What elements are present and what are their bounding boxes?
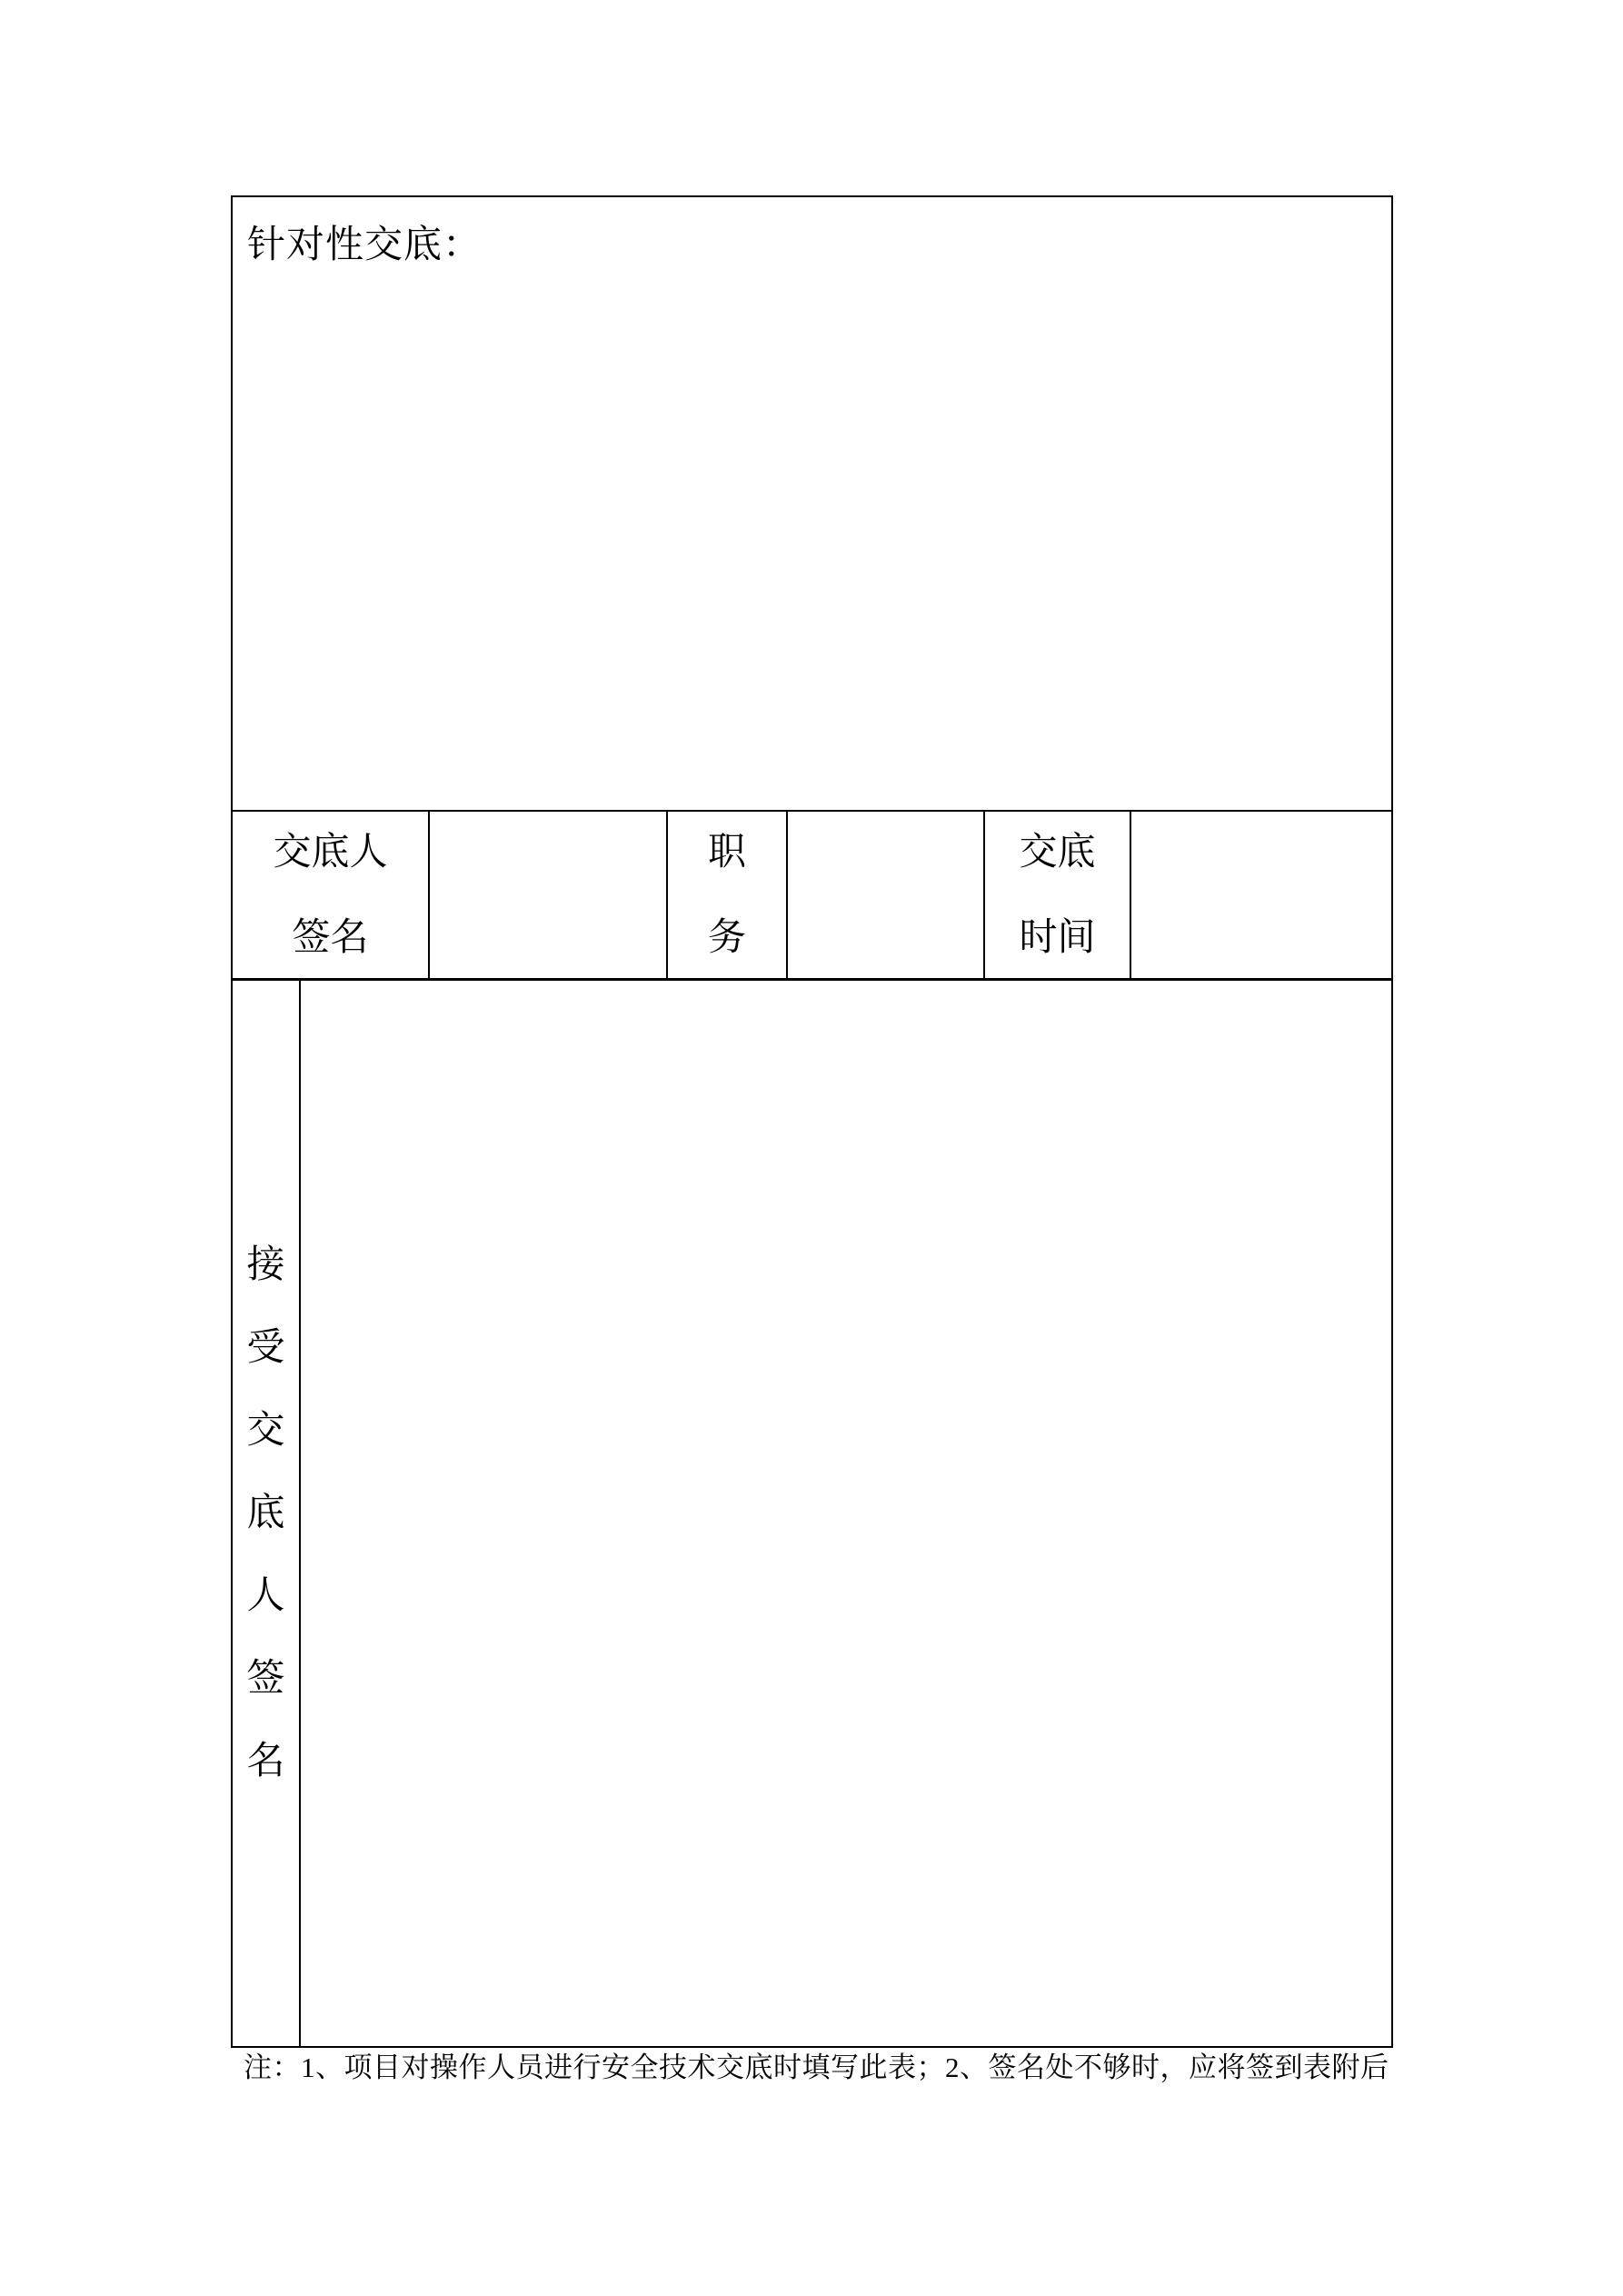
footnote: 注：1、项目对操作人员进行安全技术交底时填写此表；2、签名处不够时，应将签到表附后	[244, 2051, 1389, 2083]
disclosure-time-field[interactable]	[1131, 812, 1391, 978]
receiver-signature-section	[233, 981, 1391, 2046]
disclosure-form-table	[231, 195, 1393, 2048]
discloser-signature-label: 交底人 签名	[233, 812, 430, 978]
position-field[interactable]	[788, 812, 985, 978]
targeted-disclosure-cell	[233, 197, 1391, 812]
receiver-signature-label: 接 受 交 底 人 签 名	[233, 981, 301, 2046]
receiver-signature-area[interactable]	[301, 981, 1391, 2046]
targeted-disclosure-label: 针对性交底：	[247, 225, 483, 266]
disclosure-time-label: 交底 时间	[985, 812, 1131, 978]
position-label: 职 务	[668, 812, 788, 978]
discloser-signature-field[interactable]	[430, 812, 668, 978]
discloser-row	[233, 812, 1391, 981]
targeted-disclosure-content-area[interactable]	[233, 272, 1391, 810]
